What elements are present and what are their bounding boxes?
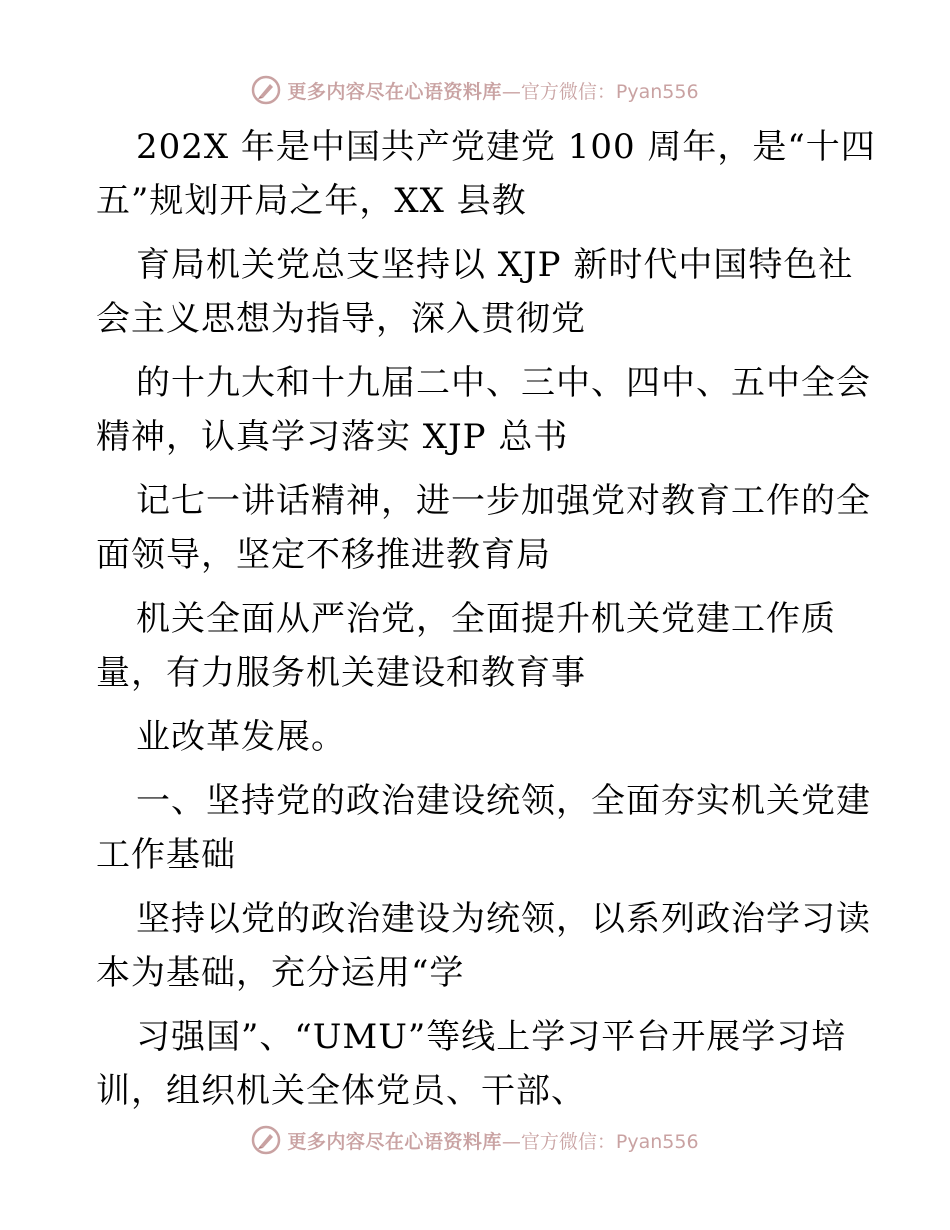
document-body (96, 120, 876, 1118)
text-line: 习强国”、“UMU”等线上学习平台开展学习培 (136, 1017, 847, 1057)
paragraph (96, 1010, 856, 1118)
paragraph (96, 238, 856, 346)
paragraph (96, 592, 856, 700)
watermark-banner-top (0, 70, 950, 110)
text-line: 的十九大和十九届二中、三中、四中、五中全会 (136, 363, 871, 403)
watermark-suffix: —官方微信：Pyan556 (501, 80, 699, 103)
text-line: 记七一讲话精神，进一步加强党对教育工作的全 (136, 481, 871, 521)
text-line: 工作基础 (96, 835, 236, 875)
paragraph (96, 892, 871, 1000)
paragraph (96, 710, 856, 764)
paragraph (96, 356, 871, 464)
watermark-text: 更多内容尽在心语资料库 (287, 80, 502, 103)
text-line: 面领导，坚定不移推进教育局 (96, 535, 551, 575)
paragraph (96, 120, 876, 228)
text-line: 育局机关党总支坚持以 XJP 新时代中国特色社 (136, 245, 854, 285)
text-line: 五”规划开局之年，XX 县教 (96, 181, 527, 221)
text-line: 会主义思想为指导，深入贯彻党 (96, 299, 586, 339)
paragraph (96, 474, 871, 582)
text-line: 202X 年是中国共产党建党 100 周年，是“十四 (136, 127, 876, 167)
text-line: 量，有力服务机关建设和教育事 (96, 653, 586, 693)
text-line: 坚持以党的政治建设为统领，以系列政治学习读 (136, 899, 871, 939)
pen-logo-icon (251, 1125, 281, 1155)
text-line: 精神，认真学习落实 XJP 总书 (96, 417, 569, 457)
watermark-banner-bottom (0, 1120, 950, 1160)
watermark-suffix: —官方微信：Pyan556 (501, 1130, 699, 1153)
text-line: 一、坚持党的政治建设统领，全面夯实机关党建 (136, 781, 871, 821)
section-heading (96, 774, 871, 882)
text-line: 业改革发展。 (136, 717, 346, 757)
text-line: 本为基础，充分运用“学 (96, 953, 465, 993)
pen-logo-icon (251, 75, 281, 105)
text-line: 训，组织机关全体党员、干部、 (96, 1071, 586, 1111)
watermark-text: 更多内容尽在心语资料库 (287, 1130, 502, 1153)
text-line: 机关全面从严治党，全面提升机关党建工作质 (136, 599, 836, 639)
